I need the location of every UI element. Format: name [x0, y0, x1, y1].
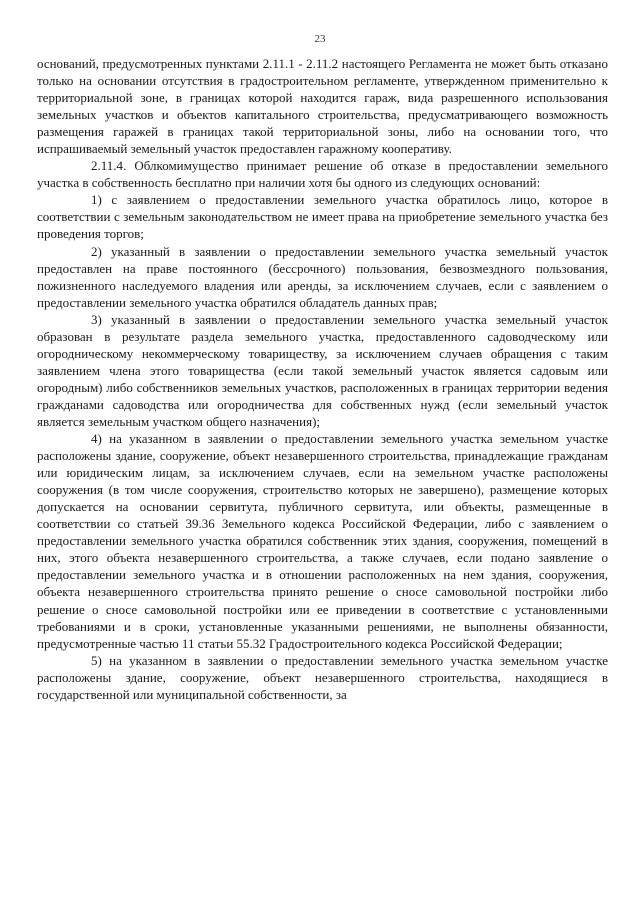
paragraph-2-11-4: 2.11.4. Облкомимущество принимает решение об отказе в предоставлении земельного участка в собственность бесплатно при наличии хотя бы одного из следующих оснований: — [37, 158, 608, 191]
page-number: 23 — [314, 33, 326, 45]
paragraph-continuation: оснований, предусмотренных пунктами 2.11.1 - 2.11.2 настоящего Регламента не может быть отказано только на основании отсутствия в градостроительном регламенте, утвержденном применительно к территориальной зоне, в границах которой находится гараж, вида разрешенного использования земельных участков и объектов капитального строительства, предусматривающего возможность размещения гаражей в границах такой территориальной зоны, либо на основании того, что испрашиваемый земельный участок предоставлен гаражному кооперативу. — [37, 56, 608, 157]
list-item-4: 4) на указанном в заявлении о предоставлении земельного участка земельном участке расположены здание, сооружение, объект незавершенного строительства, принадлежащие гражданам или юридическим лицам, за исключением случаев, если на земельном участке расположены сооружения (в том числе сооружения, строительство которых не завершено), размещение которых допускается на основании сервитута, публичного сервитута, или объекты, размещенные в соответствии со статьей 39.36 Земельного кодекса Российской Федерации, либо с заявлением о предоставлении земельного участка обратился собственник этих здания, сооружения, помещений в них, этого объекта незавершенного строительства, а также случаев, если подано заявление о предоставлении земельного участка и в отношении расположенных на нем здания, сооружения, объекта незавершенного строительства принято решение о сносе самовольной постройки либо решение о сносе самовольной постройки или ее приведении в соответствие с установленными требованиями и в сроки, установленные указанными решениями, не выполнены обязанности, предусмотренные частью 11 статьи 55.32 Градостроительного кодекса Российской Федерации; — [37, 431, 608, 651]
document-body — [37, 55, 608, 703]
list-item-1: 1) с заявлением о предоставлении земельного участка обратилось лицо, которое в соответствии с земельным законодательством не имеет права на приобретение земельного участка без проведения торгов; — [37, 192, 608, 242]
list-item-2: 2) указанный в заявлении о предоставлении земельного участка земельный участок предоставлен на праве постоянного (бессрочного) пользования, безвозмездного пользования, пожизненного наследуемого владения или аренды, за исключением случаев, если с заявлением о предоставлении земельного участка обратился обладатель данных прав; — [37, 243, 608, 310]
list-item-5: 5) на указанном в заявлении о предоставлении земельного участка земельном участке расположены здание, сооружение, объект незавершенного строительства, находящиеся в государственной или муниципальной собственности, за — [37, 652, 608, 702]
list-item-3: 3) указанный в заявлении о предоставлении земельного участка земельный участок образован в результате раздела земельного участка, предоставленного садоводческому или огородническому некоммерческому товариществу, за исключением случаев обращения с таким заявлением члена этого товарищества (если такой земельный участок является садовым или огородным) либо собственников земельных участков, расположенных в границах территории ведения гражданами садоводства или огородничества для собственных нужд (если земельный участок является земельным участком общего назначения); — [37, 311, 608, 429]
